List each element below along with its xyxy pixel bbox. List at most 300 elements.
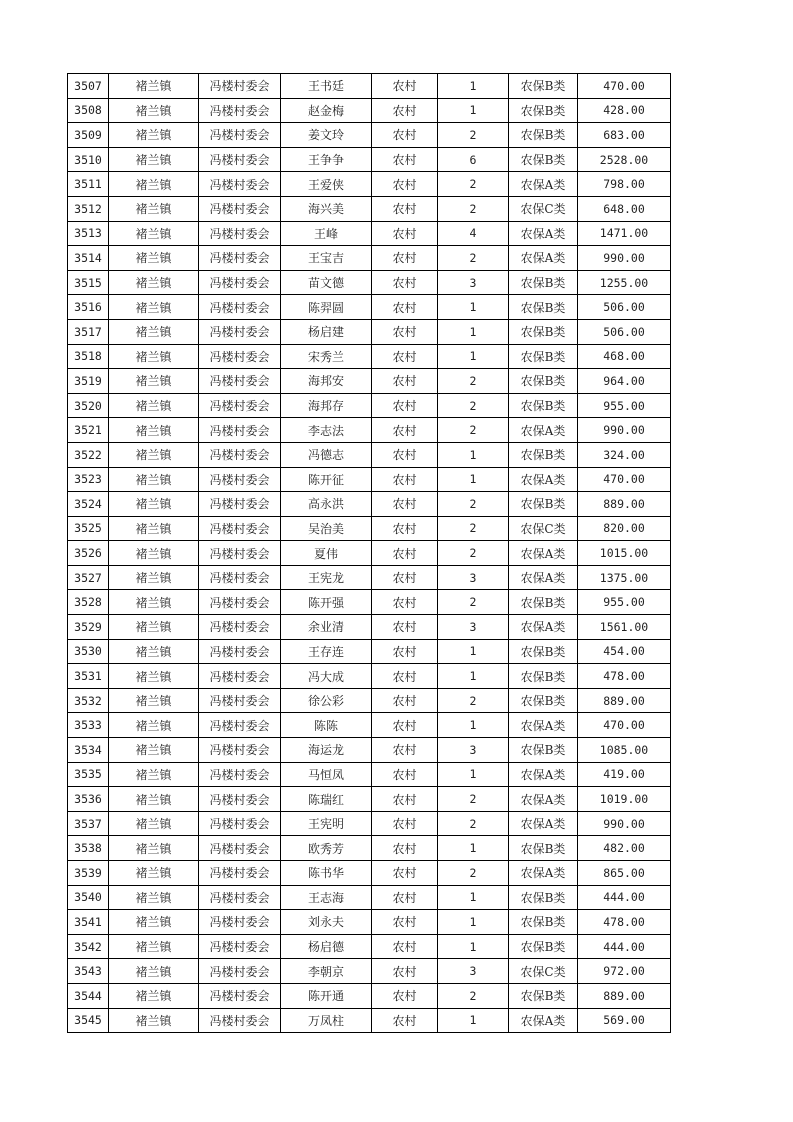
village-committee-cell: 冯楼村委会: [199, 123, 281, 148]
table-row: [68, 369, 671, 394]
household-type-cell: 农村: [372, 861, 438, 886]
row-number-cell: 3543: [68, 959, 109, 984]
household-size-cell: 1: [438, 713, 509, 738]
household-size-cell: 2: [438, 418, 509, 443]
village-committee-cell: 冯楼村委会: [199, 74, 281, 99]
table-row: [68, 639, 671, 664]
household-size-cell: 2: [438, 688, 509, 713]
amount-cell: 470.00: [578, 713, 671, 738]
household-size-cell: 2: [438, 811, 509, 836]
town-cell: 褚兰镇: [109, 295, 199, 320]
household-type-cell: 农村: [372, 492, 438, 517]
household-size-cell: 2: [438, 492, 509, 517]
village-committee-cell: 冯楼村委会: [199, 393, 281, 418]
table-row: [68, 172, 671, 197]
household-type-cell: 农村: [372, 565, 438, 590]
village-committee-cell: 冯楼村委会: [199, 221, 281, 246]
insurance-category-cell: 农保A类: [509, 541, 578, 566]
name-cell: 王志海: [281, 885, 372, 910]
household-type-cell: 农村: [372, 590, 438, 615]
town-cell: 褚兰镇: [109, 1008, 199, 1033]
table-row: [68, 664, 671, 689]
amount-cell: 889.00: [578, 983, 671, 1008]
household-type-cell: 农村: [372, 811, 438, 836]
insurance-category-cell: 农保B类: [509, 123, 578, 148]
name-cell: 杨启德: [281, 934, 372, 959]
table-row: [68, 516, 671, 541]
town-cell: 褚兰镇: [109, 664, 199, 689]
name-cell: 陈开通: [281, 983, 372, 1008]
insurance-category-cell: 农保B类: [509, 369, 578, 394]
household-size-cell: 2: [438, 590, 509, 615]
town-cell: 褚兰镇: [109, 615, 199, 640]
insurance-category-cell: 农保B类: [509, 664, 578, 689]
household-type-cell: 农村: [372, 98, 438, 123]
household-type-cell: 农村: [372, 319, 438, 344]
town-cell: 褚兰镇: [109, 934, 199, 959]
table-row: [68, 565, 671, 590]
village-committee-cell: 冯楼村委会: [199, 934, 281, 959]
household-type-cell: 农村: [372, 910, 438, 935]
village-committee-cell: 冯楼村委会: [199, 664, 281, 689]
amount-cell: 2528.00: [578, 147, 671, 172]
town-cell: 褚兰镇: [109, 885, 199, 910]
town-cell: 褚兰镇: [109, 246, 199, 271]
household-type-cell: 农村: [372, 196, 438, 221]
amount-cell: 569.00: [578, 1008, 671, 1033]
amount-cell: 865.00: [578, 861, 671, 886]
town-cell: 褚兰镇: [109, 123, 199, 148]
village-committee-cell: 冯楼村委会: [199, 738, 281, 763]
village-committee-cell: 冯楼村委会: [199, 147, 281, 172]
household-size-cell: 2: [438, 172, 509, 197]
name-cell: 李志法: [281, 418, 372, 443]
town-cell: 褚兰镇: [109, 738, 199, 763]
row-number-cell: 3520: [68, 393, 109, 418]
row-number-cell: 3534: [68, 738, 109, 763]
table-row: [68, 762, 671, 787]
amount-cell: 955.00: [578, 590, 671, 615]
row-number-cell: 3512: [68, 196, 109, 221]
town-cell: 褚兰镇: [109, 270, 199, 295]
household-size-cell: 2: [438, 246, 509, 271]
household-size-cell: 3: [438, 738, 509, 763]
town-cell: 褚兰镇: [109, 861, 199, 886]
town-cell: 褚兰镇: [109, 639, 199, 664]
household-type-cell: 农村: [372, 615, 438, 640]
row-number-cell: 3539: [68, 861, 109, 886]
name-cell: 陈开强: [281, 590, 372, 615]
town-cell: 褚兰镇: [109, 959, 199, 984]
name-cell: 赵金梅: [281, 98, 372, 123]
name-cell: 陈书华: [281, 861, 372, 886]
insurance-category-cell: 农保A类: [509, 172, 578, 197]
row-number-cell: 3529: [68, 615, 109, 640]
insurance-category-cell: 农保C类: [509, 516, 578, 541]
town-cell: 褚兰镇: [109, 516, 199, 541]
name-cell: 海邦存: [281, 393, 372, 418]
household-size-cell: 1: [438, 74, 509, 99]
household-type-cell: 农村: [372, 369, 438, 394]
village-committee-cell: 冯楼村委会: [199, 467, 281, 492]
household-size-cell: 2: [438, 541, 509, 566]
name-cell: 姜文玲: [281, 123, 372, 148]
table-row: [68, 270, 671, 295]
table-row: [68, 910, 671, 935]
village-committee-cell: 冯楼村委会: [199, 295, 281, 320]
household-size-cell: 3: [438, 959, 509, 984]
insurance-category-cell: 农保B类: [509, 983, 578, 1008]
household-size-cell: 6: [438, 147, 509, 172]
name-cell: 王书廷: [281, 74, 372, 99]
amount-cell: 454.00: [578, 639, 671, 664]
insurance-category-cell: 农保B类: [509, 98, 578, 123]
name-cell: 陈瑞红: [281, 787, 372, 812]
table-body: [68, 74, 671, 1033]
table-row: [68, 836, 671, 861]
table-row: [68, 811, 671, 836]
household-size-cell: 1: [438, 295, 509, 320]
town-cell: 褚兰镇: [109, 442, 199, 467]
row-number-cell: 3517: [68, 319, 109, 344]
insurance-category-cell: 农保A类: [509, 811, 578, 836]
amount-cell: 798.00: [578, 172, 671, 197]
town-cell: 褚兰镇: [109, 418, 199, 443]
table-row: [68, 319, 671, 344]
village-committee-cell: 冯楼村委会: [199, 172, 281, 197]
amount-cell: 470.00: [578, 74, 671, 99]
name-cell: 海运龙: [281, 738, 372, 763]
amount-cell: 990.00: [578, 246, 671, 271]
name-cell: 海邦安: [281, 369, 372, 394]
village-committee-cell: 冯楼村委会: [199, 762, 281, 787]
table-row: [68, 959, 671, 984]
insurance-category-cell: 农保B类: [509, 147, 578, 172]
amount-cell: 1019.00: [578, 787, 671, 812]
insurance-category-cell: 农保B类: [509, 442, 578, 467]
household-type-cell: 农村: [372, 344, 438, 369]
town-cell: 褚兰镇: [109, 565, 199, 590]
insurance-category-cell: 农保B类: [509, 590, 578, 615]
village-committee-cell: 冯楼村委会: [199, 983, 281, 1008]
town-cell: 褚兰镇: [109, 172, 199, 197]
amount-cell: 1375.00: [578, 565, 671, 590]
village-committee-cell: 冯楼村委会: [199, 344, 281, 369]
row-number-cell: 3519: [68, 369, 109, 394]
household-size-cell: 1: [438, 98, 509, 123]
town-cell: 褚兰镇: [109, 983, 199, 1008]
village-committee-cell: 冯楼村委会: [199, 98, 281, 123]
household-type-cell: 农村: [372, 516, 438, 541]
amount-cell: 972.00: [578, 959, 671, 984]
table-row: [68, 713, 671, 738]
amount-cell: 482.00: [578, 836, 671, 861]
table-row: [68, 885, 671, 910]
amount-cell: 324.00: [578, 442, 671, 467]
village-committee-cell: 冯楼村委会: [199, 615, 281, 640]
insurance-category-cell: 农保B类: [509, 74, 578, 99]
insurance-category-cell: 农保B类: [509, 492, 578, 517]
household-type-cell: 农村: [372, 664, 438, 689]
amount-cell: 478.00: [578, 664, 671, 689]
amount-cell: 444.00: [578, 885, 671, 910]
name-cell: 海兴美: [281, 196, 372, 221]
table-row: [68, 196, 671, 221]
table-row: [68, 861, 671, 886]
town-cell: 褚兰镇: [109, 836, 199, 861]
household-size-cell: 1: [438, 885, 509, 910]
row-number-cell: 3531: [68, 664, 109, 689]
row-number-cell: 3513: [68, 221, 109, 246]
table-row: [68, 1008, 671, 1033]
row-number-cell: 3533: [68, 713, 109, 738]
village-committee-cell: 冯楼村委会: [199, 787, 281, 812]
name-cell: 王爱侠: [281, 172, 372, 197]
household-size-cell: 2: [438, 861, 509, 886]
table-row: [68, 590, 671, 615]
row-number-cell: 3524: [68, 492, 109, 517]
town-cell: 褚兰镇: [109, 590, 199, 615]
household-size-cell: 1: [438, 836, 509, 861]
town-cell: 褚兰镇: [109, 147, 199, 172]
household-type-cell: 农村: [372, 221, 438, 246]
row-number-cell: 3537: [68, 811, 109, 836]
amount-cell: 820.00: [578, 516, 671, 541]
table-row: [68, 615, 671, 640]
insurance-category-cell: 农保B类: [509, 639, 578, 664]
name-cell: 冯德志: [281, 442, 372, 467]
name-cell: 王宪明: [281, 811, 372, 836]
household-size-cell: 3: [438, 270, 509, 295]
household-size-cell: 1: [438, 639, 509, 664]
town-cell: 褚兰镇: [109, 221, 199, 246]
name-cell: 徐公彩: [281, 688, 372, 713]
name-cell: 王宝吉: [281, 246, 372, 271]
household-type-cell: 农村: [372, 762, 438, 787]
amount-cell: 1255.00: [578, 270, 671, 295]
name-cell: 余业清: [281, 615, 372, 640]
insurance-category-cell: 农保A类: [509, 565, 578, 590]
household-size-cell: 1: [438, 319, 509, 344]
household-type-cell: 农村: [372, 639, 438, 664]
row-number-cell: 3521: [68, 418, 109, 443]
insurance-category-cell: 农保B类: [509, 738, 578, 763]
village-committee-cell: 冯楼村委会: [199, 836, 281, 861]
household-size-cell: 1: [438, 467, 509, 492]
table-row: [68, 492, 671, 517]
amount-cell: 1471.00: [578, 221, 671, 246]
household-type-cell: 农村: [372, 74, 438, 99]
household-size-cell: 2: [438, 393, 509, 418]
row-number-cell: 3528: [68, 590, 109, 615]
row-number-cell: 3535: [68, 762, 109, 787]
household-size-cell: 1: [438, 1008, 509, 1033]
household-size-cell: 1: [438, 762, 509, 787]
amount-cell: 964.00: [578, 369, 671, 394]
amount-cell: 889.00: [578, 492, 671, 517]
town-cell: 褚兰镇: [109, 196, 199, 221]
insurance-category-cell: 农保A类: [509, 221, 578, 246]
amount-cell: 506.00: [578, 295, 671, 320]
insurance-category-cell: 农保A类: [509, 787, 578, 812]
name-cell: 陈羿圆: [281, 295, 372, 320]
household-type-cell: 农村: [372, 418, 438, 443]
row-number-cell: 3536: [68, 787, 109, 812]
insurance-category-cell: 农保A类: [509, 467, 578, 492]
beneficiary-table: [67, 73, 671, 1033]
household-size-cell: 2: [438, 983, 509, 1008]
insurance-category-cell: 农保C类: [509, 196, 578, 221]
town-cell: 褚兰镇: [109, 492, 199, 517]
household-size-cell: 1: [438, 442, 509, 467]
amount-cell: 1015.00: [578, 541, 671, 566]
village-committee-cell: 冯楼村委会: [199, 442, 281, 467]
village-committee-cell: 冯楼村委会: [199, 811, 281, 836]
village-committee-cell: 冯楼村委会: [199, 1008, 281, 1033]
row-number-cell: 3518: [68, 344, 109, 369]
village-committee-cell: 冯楼村委会: [199, 959, 281, 984]
amount-cell: 889.00: [578, 688, 671, 713]
village-committee-cell: 冯楼村委会: [199, 492, 281, 517]
insurance-category-cell: 农保B类: [509, 393, 578, 418]
row-number-cell: 3522: [68, 442, 109, 467]
table-row: [68, 74, 671, 99]
household-type-cell: 农村: [372, 787, 438, 812]
insurance-category-cell: 农保B类: [509, 319, 578, 344]
table-row: [68, 541, 671, 566]
household-type-cell: 农村: [372, 885, 438, 910]
household-type-cell: 农村: [372, 172, 438, 197]
table-row: [68, 418, 671, 443]
insurance-category-cell: 农保A类: [509, 418, 578, 443]
row-number-cell: 3510: [68, 147, 109, 172]
amount-cell: 990.00: [578, 418, 671, 443]
amount-cell: 683.00: [578, 123, 671, 148]
household-type-cell: 农村: [372, 688, 438, 713]
town-cell: 褚兰镇: [109, 98, 199, 123]
name-cell: 杨启建: [281, 319, 372, 344]
amount-cell: 470.00: [578, 467, 671, 492]
household-type-cell: 农村: [372, 934, 438, 959]
insurance-category-cell: 农保B类: [509, 910, 578, 935]
table-row: [68, 295, 671, 320]
household-type-cell: 农村: [372, 246, 438, 271]
name-cell: 王争争: [281, 147, 372, 172]
row-number-cell: 3545: [68, 1008, 109, 1033]
insurance-category-cell: 农保B类: [509, 295, 578, 320]
household-size-cell: 1: [438, 934, 509, 959]
row-number-cell: 3530: [68, 639, 109, 664]
town-cell: 褚兰镇: [109, 541, 199, 566]
household-type-cell: 农村: [372, 123, 438, 148]
insurance-category-cell: 农保A类: [509, 713, 578, 738]
amount-cell: 478.00: [578, 910, 671, 935]
household-type-cell: 农村: [372, 442, 438, 467]
town-cell: 褚兰镇: [109, 787, 199, 812]
insurance-category-cell: 农保C类: [509, 959, 578, 984]
town-cell: 褚兰镇: [109, 393, 199, 418]
household-size-cell: 1: [438, 910, 509, 935]
amount-cell: 990.00: [578, 811, 671, 836]
insurance-category-cell: 农保A类: [509, 246, 578, 271]
amount-cell: 506.00: [578, 319, 671, 344]
row-number-cell: 3523: [68, 467, 109, 492]
village-committee-cell: 冯楼村委会: [199, 565, 281, 590]
village-committee-cell: 冯楼村委会: [199, 246, 281, 271]
insurance-category-cell: 农保B类: [509, 934, 578, 959]
village-committee-cell: 冯楼村委会: [199, 196, 281, 221]
household-size-cell: 2: [438, 516, 509, 541]
name-cell: 欧秀芳: [281, 836, 372, 861]
household-size-cell: 2: [438, 369, 509, 394]
row-number-cell: 3542: [68, 934, 109, 959]
household-size-cell: 4: [438, 221, 509, 246]
town-cell: 褚兰镇: [109, 369, 199, 394]
table-row: [68, 738, 671, 763]
name-cell: 宋秀兰: [281, 344, 372, 369]
table-row: [68, 688, 671, 713]
amount-cell: 1085.00: [578, 738, 671, 763]
table-row: [68, 442, 671, 467]
village-committee-cell: 冯楼村委会: [199, 688, 281, 713]
village-committee-cell: 冯楼村委会: [199, 639, 281, 664]
town-cell: 褚兰镇: [109, 762, 199, 787]
town-cell: 褚兰镇: [109, 713, 199, 738]
village-committee-cell: 冯楼村委会: [199, 713, 281, 738]
name-cell: 马恒凤: [281, 762, 372, 787]
row-number-cell: 3532: [68, 688, 109, 713]
household-type-cell: 农村: [372, 836, 438, 861]
table-row: [68, 393, 671, 418]
amount-cell: 648.00: [578, 196, 671, 221]
town-cell: 褚兰镇: [109, 319, 199, 344]
name-cell: 李朝京: [281, 959, 372, 984]
household-type-cell: 农村: [372, 959, 438, 984]
insurance-category-cell: 农保A类: [509, 762, 578, 787]
household-type-cell: 农村: [372, 983, 438, 1008]
table-row: [68, 123, 671, 148]
town-cell: 褚兰镇: [109, 74, 199, 99]
village-committee-cell: 冯楼村委会: [199, 516, 281, 541]
insurance-category-cell: 农保B类: [509, 836, 578, 861]
name-cell: 吴治美: [281, 516, 372, 541]
row-number-cell: 3514: [68, 246, 109, 271]
name-cell: 冯大成: [281, 664, 372, 689]
table-row: [68, 934, 671, 959]
name-cell: 王存连: [281, 639, 372, 664]
village-committee-cell: 冯楼村委会: [199, 319, 281, 344]
table-row: [68, 983, 671, 1008]
row-number-cell: 3511: [68, 172, 109, 197]
table-row: [68, 98, 671, 123]
name-cell: 苗文德: [281, 270, 372, 295]
insurance-category-cell: 农保B类: [509, 270, 578, 295]
table-row: [68, 246, 671, 271]
household-size-cell: 3: [438, 565, 509, 590]
amount-cell: 428.00: [578, 98, 671, 123]
row-number-cell: 3544: [68, 983, 109, 1008]
insurance-category-cell: 农保B类: [509, 688, 578, 713]
village-committee-cell: 冯楼村委会: [199, 885, 281, 910]
insurance-category-cell: 农保A类: [509, 1008, 578, 1033]
amount-cell: 419.00: [578, 762, 671, 787]
name-cell: 陈开征: [281, 467, 372, 492]
town-cell: 褚兰镇: [109, 811, 199, 836]
name-cell: 夏伟: [281, 541, 372, 566]
amount-cell: 955.00: [578, 393, 671, 418]
row-number-cell: 3508: [68, 98, 109, 123]
household-type-cell: 农村: [372, 295, 438, 320]
